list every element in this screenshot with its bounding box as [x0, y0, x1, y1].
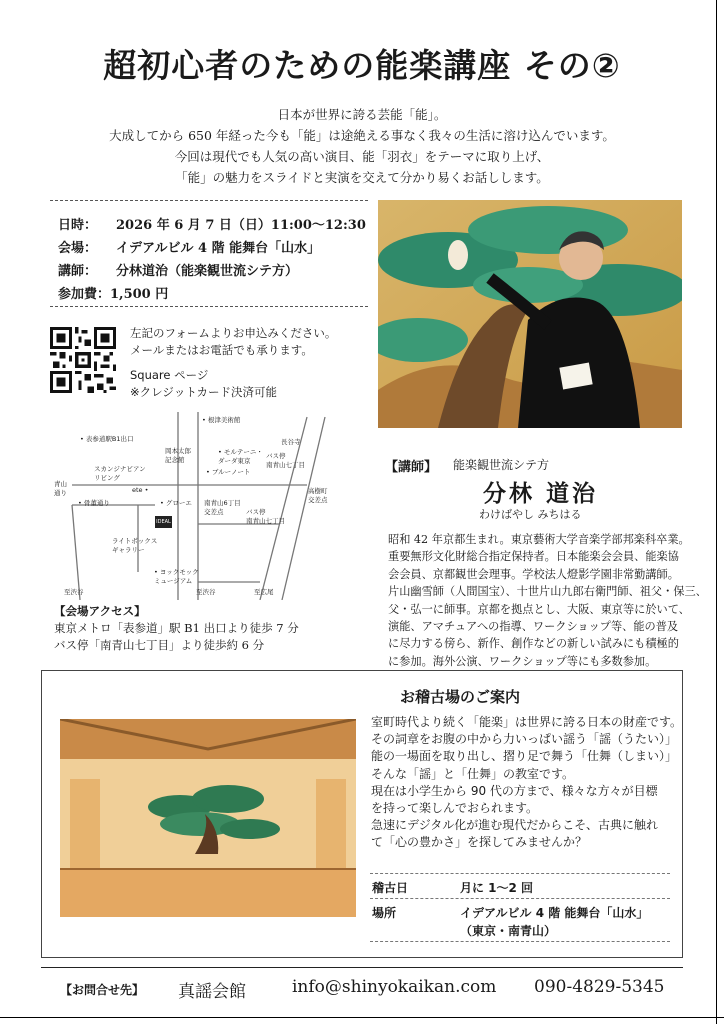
venue-label: 会場： [58, 241, 98, 256]
map-nezu-label: • 根津美術館 [202, 416, 241, 424]
bio-line: に尽力する傍ら、新作、創作などの新しい試みにも積極的 [388, 637, 679, 651]
bio-line: 昭和 42 年京都生まれ。東京藝術大学音楽学部邦楽科卒業。 [388, 533, 690, 546]
map-scandinavian-label: スカンジナビアン リビング [94, 465, 146, 482]
bio-line: 会会員、京都観世会理事。学校法人燈影学園非常勤講師。 [388, 567, 679, 581]
practice-line: そんな「謡」と「仕舞」の教室です。 [371, 766, 575, 781]
map-yokomoku-label: • ヨックモック ミュージアム [154, 568, 199, 585]
frame-right [716, 0, 717, 1024]
practice-line: 能の一場面を取り出し、摺り足で舞う「仕舞（しまい）」 [371, 749, 678, 764]
date-label: 日時： [58, 218, 98, 233]
map-aoyama-street-label: 青山 通り [54, 480, 67, 497]
access-line: バス停「南青山七丁目」より徒歩約 6 分 [54, 638, 265, 652]
apply-instructions [130, 325, 336, 401]
lecturer-school: 能楽観世流シテ方 [453, 458, 550, 472]
fee-row [58, 283, 168, 302]
frame-bottom [0, 1017, 724, 1018]
practice-hall-description [371, 714, 682, 852]
map-bus-stop1-label: バス停 南青山七丁目 [266, 452, 305, 469]
access-info [54, 603, 299, 654]
fee-value: 1,500 円 [110, 287, 169, 302]
lecturer-reading: わけばやし みちはる [479, 508, 582, 521]
bio-line: 父・弘一に師事。京都を拠点とし、大阪、東京等に於いて、 [388, 602, 690, 616]
practice-place-value: イデアルビル 4 階 能舞台「山水」 [460, 906, 649, 920]
square-page-link[interactable]: Square ページ [130, 368, 209, 382]
map-minami6-label: 南青山6丁目 交差点 [204, 499, 241, 516]
page-title: 超初心者のための能楽講座 その② [103, 46, 621, 85]
map-lightbox-label: ライトボックス ギャラリー [112, 537, 158, 554]
practice-place-label: 場所 [372, 906, 397, 920]
practice-hall-title: お稽古場のご案内 [400, 688, 521, 706]
map-ete-label: ete • [132, 486, 149, 494]
lecturer-row [58, 260, 298, 279]
map-shibuya1-label: 至渋谷 [64, 588, 84, 596]
apply-line: ※クレジットカード決済可能 [130, 385, 278, 399]
venue-value: イデアルビル 4 階 能舞台「山水」 [116, 241, 321, 256]
map-okamoto-label: 岡本太郎 記念館 [165, 447, 191, 464]
bio-line: に参加。海外公演、ワークショップ等にも多数参加。 [388, 654, 657, 668]
intro-line: 「能」の魅力をスライドと実演を交えて分かり易くお話しします。 [175, 170, 549, 185]
practice-place-area: （東京・南青山） [460, 924, 557, 938]
practice-line: て「心の豊かさ」を探してみませんか？ [371, 835, 588, 850]
practice-line: 室町時代より続く「能楽」は世界に誇る日本の財産です。 [371, 715, 683, 729]
footer-divider [41, 967, 683, 968]
bio-line: 重要無形文化財総合指定保持者。日本能楽会会員、能楽協 [388, 550, 679, 564]
practice-day-value: 月に 1〜2 回 [460, 881, 534, 895]
lecturer-bio [388, 531, 707, 670]
access-map [50, 412, 368, 600]
map-omotesando-label: • 表参道駅B1出口 [80, 435, 134, 443]
practice-divider [370, 898, 670, 899]
lecturer-value: 分林道治（能楽観世流シテ方） [116, 264, 299, 279]
intro-line: 大成してから 650 年経った今も「能」は途絶える事なく我々の生活に溶け込んでいます。 [109, 128, 615, 143]
practice-line: を持って楽しんでおられます。 [371, 801, 539, 816]
contact-org: 真謡会館 [178, 982, 246, 1002]
qr-code[interactable] [50, 327, 116, 393]
intro-text [70, 104, 654, 188]
map-grois-label: • グローエ [160, 499, 192, 507]
noh-stage-photo [60, 719, 356, 917]
bio-line: 演能、アマチュアへの指導、ワークショップ等、能の普及 [388, 620, 679, 634]
practice-divider [370, 873, 670, 874]
map-shibuya2-label: 至渋谷 [196, 588, 216, 596]
date-row [58, 214, 366, 233]
contact-phone[interactable]: 090-4829-5345 [534, 977, 665, 997]
event-info-box [50, 200, 368, 307]
map-bluenote-label: • ブルーノート [206, 468, 251, 476]
map-takagicho-label: 高樹町 交差点 [308, 487, 328, 504]
map-ideal-marker: IDEAL [155, 516, 172, 528]
lecturer-label: 講師： [58, 264, 98, 279]
apply-line: 左記のフォームよりお申込みください。 [130, 326, 337, 340]
practice-line: その詞章をお腹の中から力いっぱい謡う「謡（うたい）」 [371, 732, 678, 747]
map-bus-stop2-label: バス停 南青山七丁目 [246, 508, 285, 525]
practice-day-label: 稽古日 [372, 881, 409, 895]
access-heading: 【会場アクセス】 [54, 604, 146, 618]
map-hiroo-label: 至広尾 [254, 588, 274, 596]
apply-line: メールまたはお電話でも承ります。 [130, 343, 313, 357]
lecturer-name: 分林 道治 [483, 480, 599, 507]
venue-row [58, 237, 320, 256]
practice-divider [370, 941, 670, 942]
access-line: 東京メトロ「表参道」駅 B1 出口より徒歩 7 分 [54, 621, 299, 635]
practice-line: 急速にデジタル化が進む現代だからこそ、古典に触れ [371, 818, 659, 833]
contact-label: 【お問合せ先】 [60, 983, 145, 997]
map-kotto-label: • 骨董通り [78, 499, 110, 507]
contact-email[interactable]: info@shinyokaikan.com [292, 977, 497, 997]
map-montani-label: • モルテーニ・ ダーダ東京 [218, 448, 263, 465]
intro-line: 今回は現代でも人気の高い演目、能「羽衣」をテーマに取り上げ、 [174, 149, 550, 164]
date-value: 2026 年 6 月 7 日（日）11:00〜12:30 [116, 218, 366, 233]
practice-line: 現在は小学生から 90 代の方まで、様々な方々が目標 [371, 783, 658, 798]
bio-line: 片山幽雪師（人間国宝）、十世片山九郎右衛門師、祖父・保三、 [388, 585, 707, 599]
lecturer-tag: 【講師】 [385, 460, 438, 475]
lecturer-photo [378, 200, 682, 428]
intro-line: 日本が世界に誇る芸能「能」。 [277, 107, 447, 122]
map-nagaya-label: 長谷寺 [281, 438, 301, 446]
fee-label: 参加費： [58, 287, 111, 302]
